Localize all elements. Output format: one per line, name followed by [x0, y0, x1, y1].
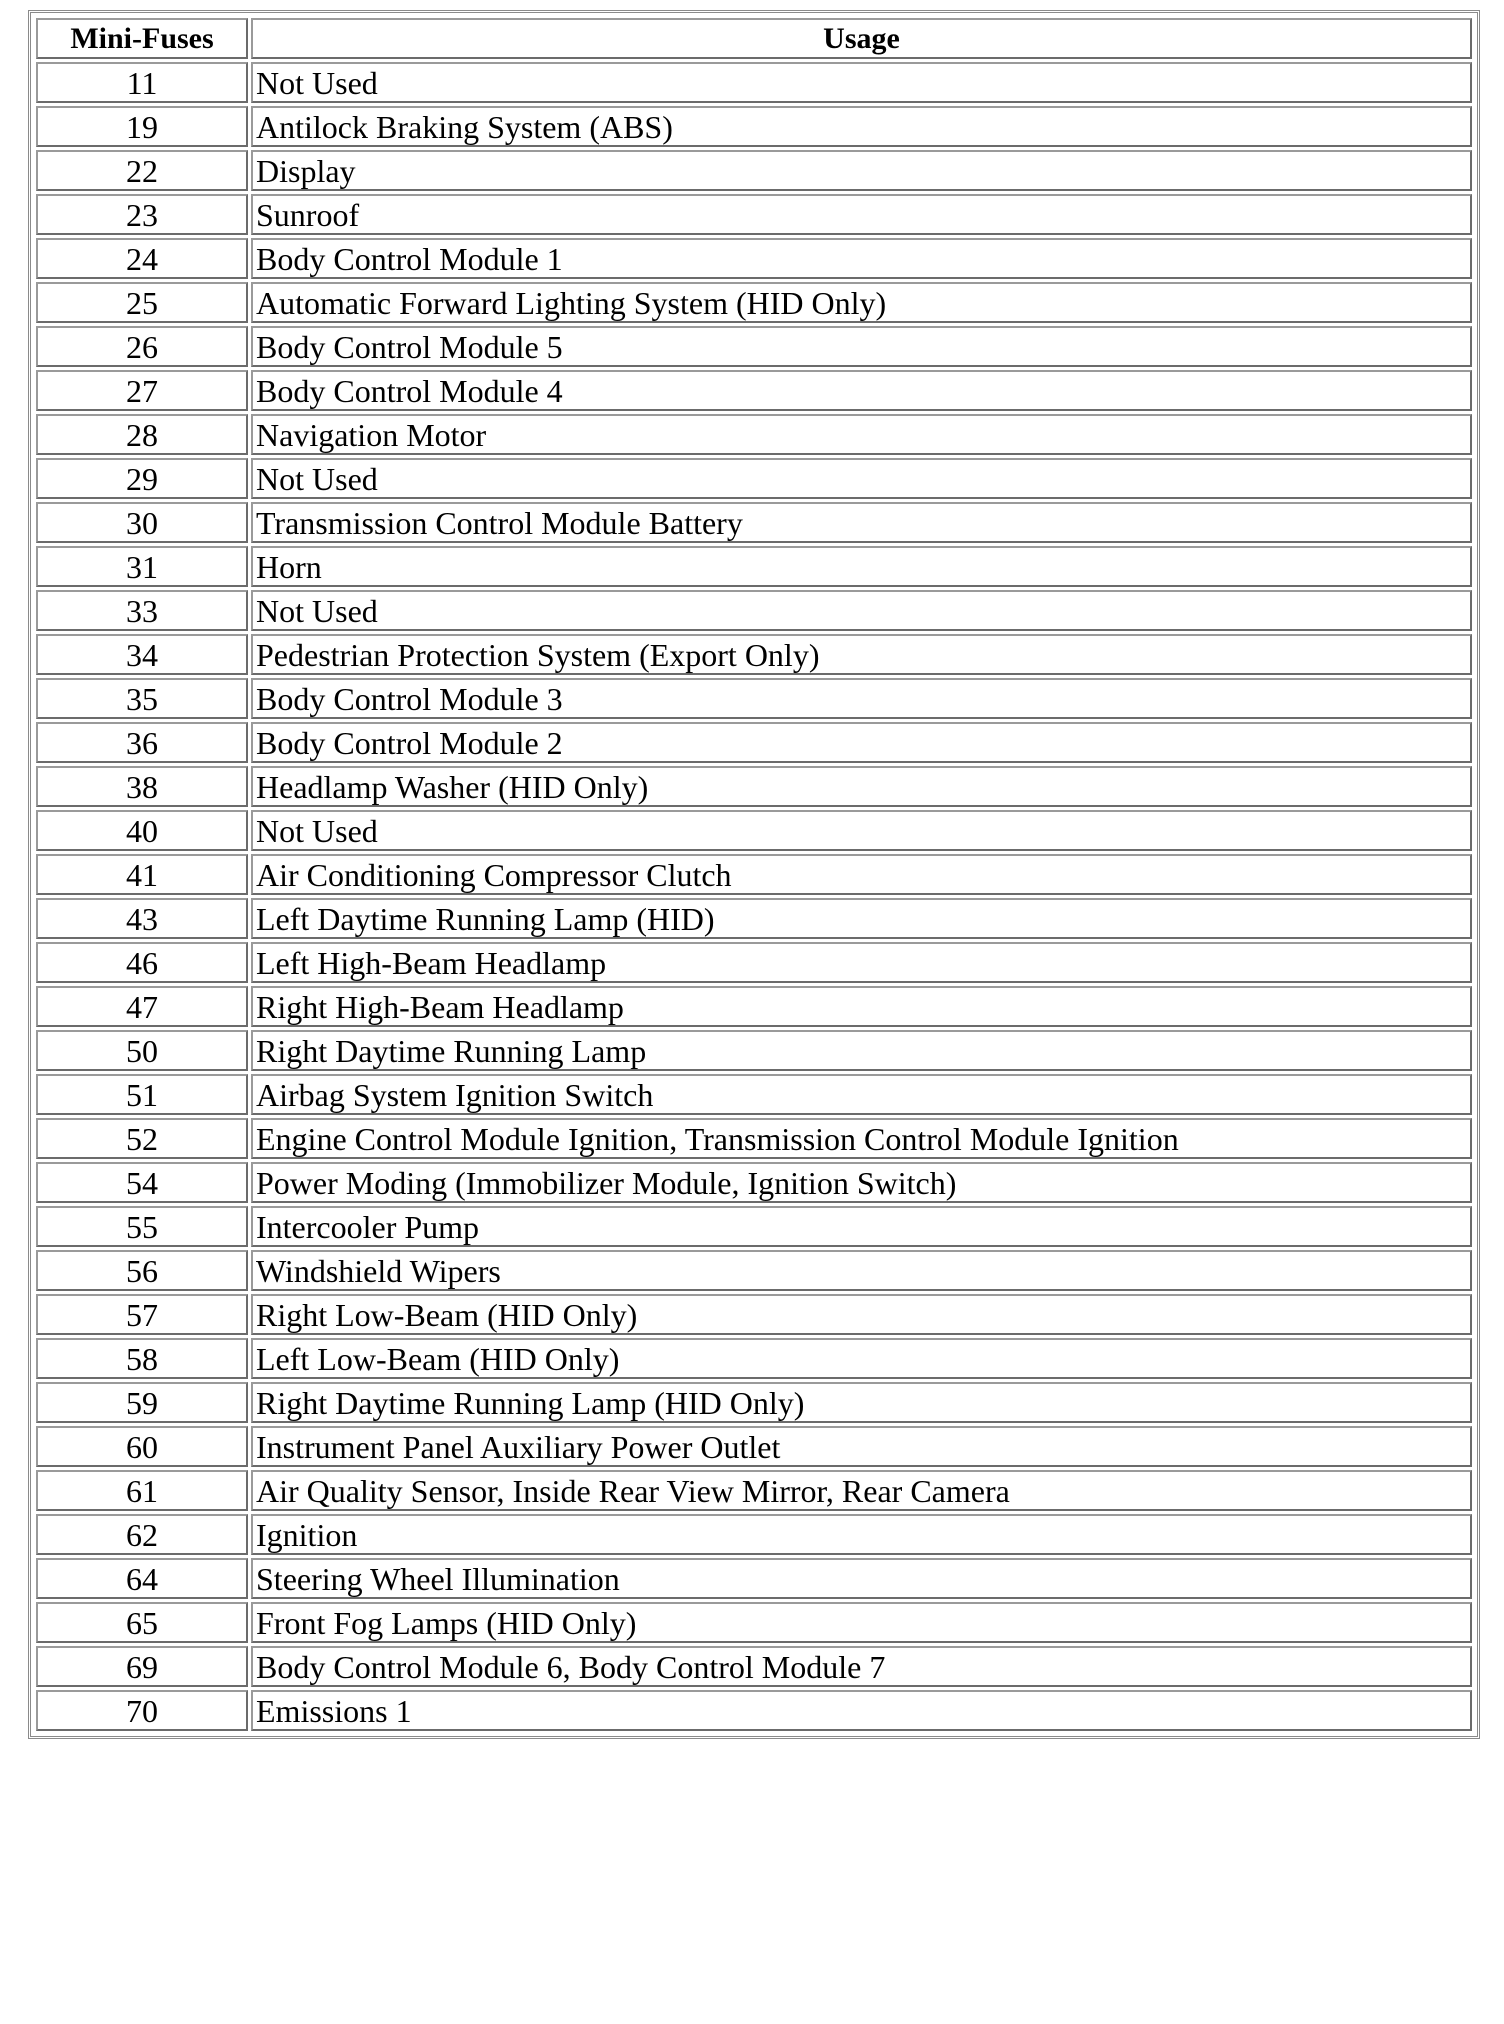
- header-row: [36, 18, 1472, 59]
- table-row: [36, 1162, 1472, 1203]
- table-row: [36, 634, 1472, 675]
- fuse-usage-cell: Body Control Module 2: [251, 722, 1472, 763]
- fuse-number-cell: 50: [36, 1030, 248, 1071]
- table-row: [36, 546, 1472, 587]
- fuse-table-frame: [28, 10, 1480, 1739]
- fuse-usage-cell: Power Moding (Immobilizer Module, Ignition Switch): [251, 1162, 1472, 1203]
- fuse-usage-cell: Display: [251, 150, 1472, 191]
- fuse-number-cell: 26: [36, 326, 248, 367]
- table-row: [36, 1118, 1472, 1159]
- fuse-usage-cell: Windshield Wipers: [251, 1250, 1472, 1291]
- fuse-number-cell: 40: [36, 810, 248, 851]
- fuse-usage-cell: Not Used: [251, 62, 1472, 103]
- fuse-number-cell: 46: [36, 942, 248, 983]
- fuse-number-cell: 23: [36, 194, 248, 235]
- table-row: [36, 1470, 1472, 1511]
- fuse-usage-cell: Body Control Module 5: [251, 326, 1472, 367]
- fuse-number-cell: 55: [36, 1206, 248, 1247]
- table-row: [36, 194, 1472, 235]
- table-row: [36, 1690, 1472, 1731]
- fuse-usage-cell: Not Used: [251, 590, 1472, 631]
- fuse-usage-cell: Steering Wheel Illumination: [251, 1558, 1472, 1599]
- fuse-usage-cell: Right High-Beam Headlamp: [251, 986, 1472, 1027]
- fuse-number-cell: 29: [36, 458, 248, 499]
- table-row: [36, 282, 1472, 323]
- table-row: [36, 1074, 1472, 1115]
- table-row: [36, 458, 1472, 499]
- fuse-number-cell: 43: [36, 898, 248, 939]
- fuse-usage-cell: Engine Control Module Ignition, Transmission Control Module Ignition: [251, 1118, 1472, 1159]
- fuse-usage-cell: Navigation Motor: [251, 414, 1472, 455]
- header-mini-fuses: Mini-Fuses: [36, 18, 248, 59]
- table-row: [36, 502, 1472, 543]
- fuse-usage-cell: Body Control Module 3: [251, 678, 1472, 719]
- fuse-usage-cell: Horn: [251, 546, 1472, 587]
- fuse-usage-cell: Air Conditioning Compressor Clutch: [251, 854, 1472, 895]
- table-row: [36, 898, 1472, 939]
- fuse-number-cell: 57: [36, 1294, 248, 1335]
- fuse-usage-cell: Right Daytime Running Lamp: [251, 1030, 1472, 1071]
- fuse-number-cell: 24: [36, 238, 248, 279]
- fuse-number-cell: 58: [36, 1338, 248, 1379]
- table-row: [36, 1206, 1472, 1247]
- table-row: [36, 1514, 1472, 1555]
- fuse-number-cell: 41: [36, 854, 248, 895]
- table-row: [36, 722, 1472, 763]
- fuse-number-cell: 64: [36, 1558, 248, 1599]
- fuse-number-cell: 28: [36, 414, 248, 455]
- table-row: [36, 150, 1472, 191]
- fuse-number-cell: 59: [36, 1382, 248, 1423]
- table-body: [36, 62, 1472, 1731]
- table-row: [36, 1426, 1472, 1467]
- fuse-usage-cell: Left High-Beam Headlamp: [251, 942, 1472, 983]
- fuse-number-cell: 35: [36, 678, 248, 719]
- table-row: [36, 942, 1472, 983]
- fuse-number-cell: 31: [36, 546, 248, 587]
- fuse-number-cell: 70: [36, 1690, 248, 1731]
- fuse-table: [33, 15, 1475, 1734]
- fuse-usage-cell: Body Control Module 4: [251, 370, 1472, 411]
- table-row: [36, 62, 1472, 103]
- table-row: [36, 1294, 1472, 1335]
- table-row: [36, 414, 1472, 455]
- fuse-number-cell: 38: [36, 766, 248, 807]
- fuse-usage-cell: Transmission Control Module Battery: [251, 502, 1472, 543]
- table-row: [36, 1030, 1472, 1071]
- fuse-number-cell: 51: [36, 1074, 248, 1115]
- fuse-number-cell: 25: [36, 282, 248, 323]
- fuse-usage-cell: Ignition: [251, 1514, 1472, 1555]
- table-row: [36, 854, 1472, 895]
- fuse-usage-cell: Front Fog Lamps (HID Only): [251, 1602, 1472, 1643]
- fuse-number-cell: 11: [36, 62, 248, 103]
- fuse-usage-cell: Automatic Forward Lighting System (HID Only): [251, 282, 1472, 323]
- fuse-usage-cell: Intercooler Pump: [251, 1206, 1472, 1247]
- fuse-usage-cell: Sunroof: [251, 194, 1472, 235]
- fuse-number-cell: 62: [36, 1514, 248, 1555]
- fuse-number-cell: 69: [36, 1646, 248, 1687]
- fuse-usage-cell: Antilock Braking System (ABS): [251, 106, 1472, 147]
- fuse-usage-cell: Left Low-Beam (HID Only): [251, 1338, 1472, 1379]
- table-row: [36, 1646, 1472, 1687]
- fuse-usage-cell: Right Daytime Running Lamp (HID Only): [251, 1382, 1472, 1423]
- fuse-usage-cell: Emissions 1: [251, 1690, 1472, 1731]
- fuse-number-cell: 65: [36, 1602, 248, 1643]
- fuse-usage-cell: Air Quality Sensor, Inside Rear View Mirror, Rear Camera: [251, 1470, 1472, 1511]
- fuse-usage-cell: Left Daytime Running Lamp (HID): [251, 898, 1472, 939]
- fuse-number-cell: 47: [36, 986, 248, 1027]
- table-row: [36, 590, 1472, 631]
- table-row: [36, 370, 1472, 411]
- fuse-usage-cell: Instrument Panel Auxiliary Power Outlet: [251, 1426, 1472, 1467]
- fuse-number-cell: 34: [36, 634, 248, 675]
- table-row: [36, 986, 1472, 1027]
- table-row: [36, 810, 1472, 851]
- fuse-number-cell: 19: [36, 106, 248, 147]
- fuse-number-cell: 52: [36, 1118, 248, 1159]
- fuse-usage-cell: Airbag System Ignition Switch: [251, 1074, 1472, 1115]
- table-row: [36, 678, 1472, 719]
- fuse-number-cell: 56: [36, 1250, 248, 1291]
- header-usage: Usage: [251, 18, 1472, 59]
- fuse-number-cell: 27: [36, 370, 248, 411]
- fuse-number-cell: 33: [36, 590, 248, 631]
- fuse-number-cell: 36: [36, 722, 248, 763]
- table-row: [36, 326, 1472, 367]
- table-row: [36, 1602, 1472, 1643]
- table-row: [36, 766, 1472, 807]
- table-row: [36, 1338, 1472, 1379]
- fuse-usage-cell: Right Low-Beam (HID Only): [251, 1294, 1472, 1335]
- fuse-number-cell: 22: [36, 150, 248, 191]
- fuse-usage-cell: Not Used: [251, 458, 1472, 499]
- fuse-usage-cell: Pedestrian Protection System (Export Only): [251, 634, 1472, 675]
- fuse-number-cell: 54: [36, 1162, 248, 1203]
- table-row: [36, 238, 1472, 279]
- fuse-usage-cell: Not Used: [251, 810, 1472, 851]
- table-row: [36, 1250, 1472, 1291]
- fuse-usage-cell: Headlamp Washer (HID Only): [251, 766, 1472, 807]
- fuse-number-cell: 60: [36, 1426, 248, 1467]
- table-row: [36, 1382, 1472, 1423]
- table-row: [36, 1558, 1472, 1599]
- fuse-number-cell: 30: [36, 502, 248, 543]
- table-row: [36, 106, 1472, 147]
- fuse-number-cell: 61: [36, 1470, 248, 1511]
- fuse-usage-cell: Body Control Module 1: [251, 238, 1472, 279]
- fuse-usage-cell: Body Control Module 6, Body Control Module 7: [251, 1646, 1472, 1687]
